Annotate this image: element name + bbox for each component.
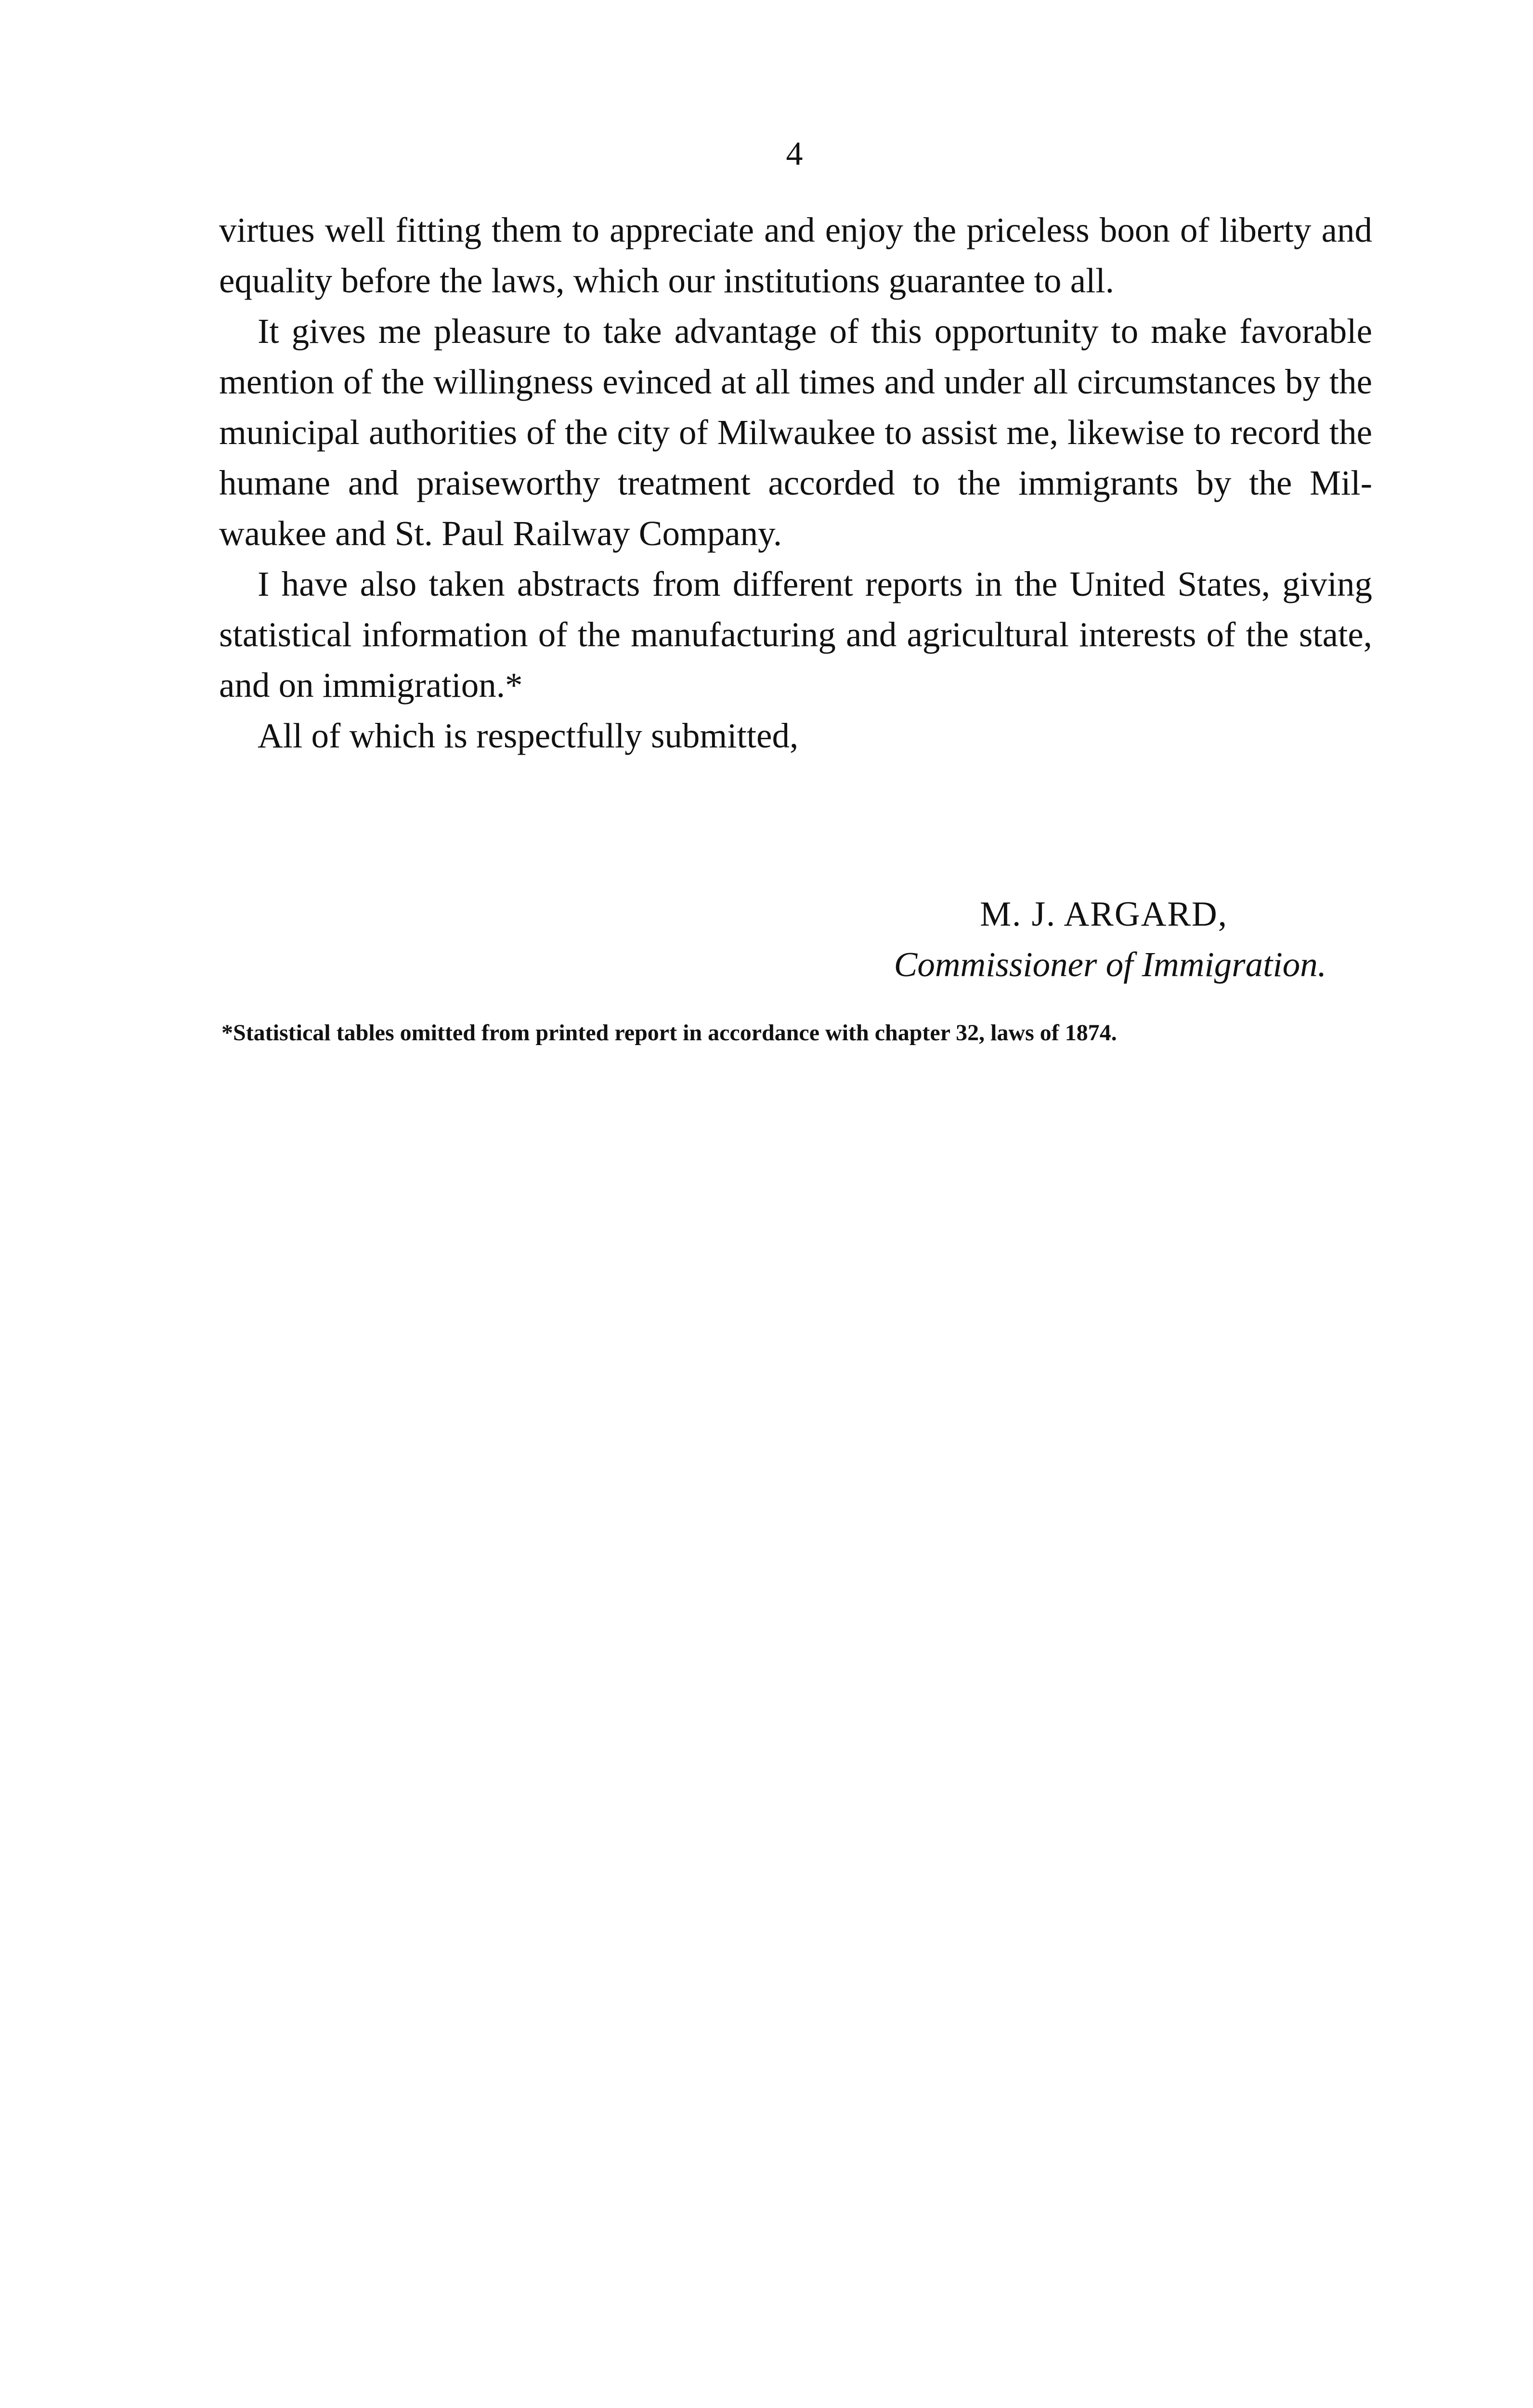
signature-title: Commissioner of Immigration. xyxy=(894,945,1326,984)
paragraph-4: All of which is respectfully submitted, xyxy=(258,716,799,755)
paragraph-2: It gives me pleasure to take advantage of this opportunity to make favorable mention of the willingness evinced at all times and under all circumstances by the municipal authorities of the city of Milwaukee to assist me, likewise to record the humane and praiseworthy treatment accorded to the immigrants by the Milwaukee and St. Paul Railway Company. xyxy=(219,312,1372,553)
footnote: *Statistical tables omitted from printed report in accordance with chapter 32, laws of 1874. xyxy=(221,1020,1117,1046)
page-number: 4 xyxy=(786,135,803,172)
signature-block xyxy=(219,889,1372,990)
paragraph-1: virtues well fitting them to appreciate and enjoy the priceless boon of liberty and equality before the laws, which our institutions guarantee to all. xyxy=(219,210,1372,300)
body-text xyxy=(219,205,1372,761)
paragraph-3: I have also taken abstracts from different reports in the United States, giving statistical information of the manufacturing and agricultural interests of the state, and on immigration.* xyxy=(219,564,1372,705)
signature-name: M. J. ARGARD, xyxy=(980,894,1228,933)
